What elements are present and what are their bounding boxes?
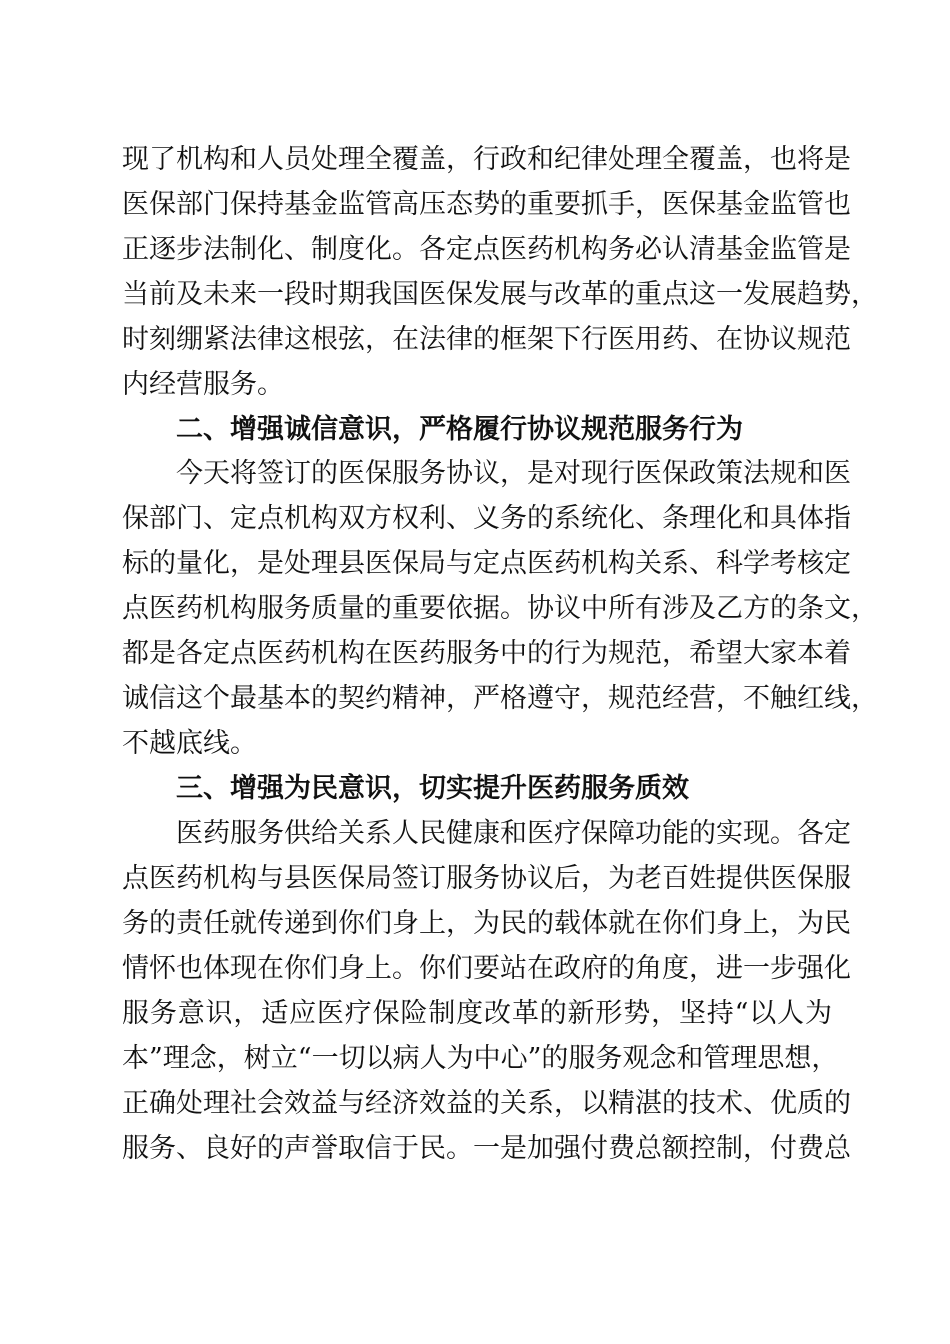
paragraph-line: 正逐步法制化、制度化。各定点医药机构务必认清基金监管是 <box>122 234 851 265</box>
paragraph-line: 本”理念，树立“一切以病人为中心”的服务观念和管理思想， <box>122 1043 839 1074</box>
paragraph-line: 标的量化，是处理县医保局与定点医药机构关系、科学考核定 <box>122 548 851 579</box>
paragraph-line: 医药服务供给关系人民健康和医疗保障功能的实现。各定 <box>176 818 851 849</box>
paragraph-line: 点医药机构服务质量的重要依据。协议中所有涉及乙方的条文， <box>122 593 878 624</box>
paragraph-line: 点医药机构与县医保局签订服务协议后，为老百姓提供医保服 <box>122 863 851 894</box>
paragraph-line: 诚信这个最基本的契约精神，严格遵守，规范经营，不触红线， <box>122 683 878 714</box>
paragraph-line: 服务意识，适应医疗保险制度改革的新形势，坚持“以人为 <box>122 998 832 1029</box>
paragraph-line: 时刻绷紧法律这根弦，在法律的框架下行医用药、在协议规范 <box>122 324 851 355</box>
paragraph-line: 情怀也体现在你们身上。你们要站在政府的角度，进一步强化 <box>122 953 851 984</box>
paragraph-line: 当前及未来一段时期我国医保发展与改革的重点这一发展趋势， <box>122 279 878 310</box>
paragraph-line: 今天将签订的医保服务协议，是对现行医保政策法规和医 <box>176 458 851 489</box>
paragraph-line: 现了机构和人员处理全覆盖，行政和纪律处理全覆盖，也将是 <box>122 144 851 175</box>
paragraph-line: 不越底线。 <box>122 728 257 759</box>
paragraph-line: 都是各定点医药机构在医药服务中的行为规范，希望大家本着 <box>122 638 851 669</box>
paragraph-line: 服务、良好的声誉取信于民。一是加强付费总额控制，付费总 <box>122 1133 851 1164</box>
paragraph-line: 医保部门保持基金监管高压态势的重要抓手，医保基金监管也 <box>122 189 851 220</box>
paragraph-line: 务的责任就传递到你们身上，为民的载体就在你们身上，为民 <box>122 908 851 939</box>
section-heading-2: 二、增强诚信意识，严格履行协议规范服务行为 <box>176 414 743 445</box>
paragraph-line: 正确处理社会效益与经济效益的关系，以精湛的技术、优质的 <box>122 1088 851 1119</box>
section-heading-3: 三、增强为民意识，切实提升医药服务质效 <box>176 773 689 804</box>
paragraph-line: 保部门、定点机构双方权利、义务的系统化、条理化和具体指 <box>122 503 851 534</box>
paragraph-line: 内经营服务。 <box>122 369 284 400</box>
